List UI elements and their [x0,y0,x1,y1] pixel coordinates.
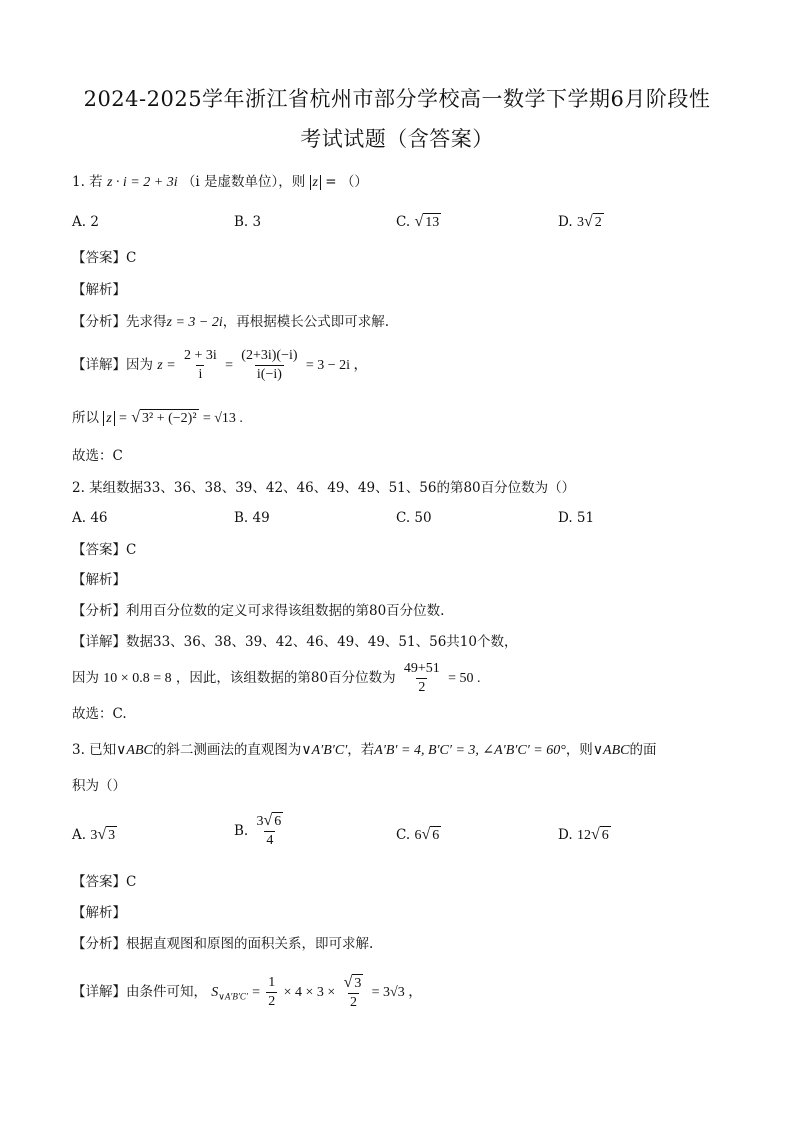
q2-calc: 因为 10 × 0.8 = 8 ，因此，该组数据的第80百分位数为 $\frac{49+51}{2}$ = 50 . [72,661,481,695]
q3-option-c: C. 6 √ 6 [396,826,440,843]
q2-analysis-label: 【解析】 [72,572,126,588]
q3-option-b: B. 3 √ 6 4 [234,812,282,848]
q2-option-a: A. 46 [72,510,108,526]
q2-detail: 【详解】数据33、36、38、39、42、46、49、49、51、56共10个数， [72,634,518,650]
q3-analysis-label: 【解析】 [72,905,126,921]
q1-option-c: C. √ 13 [396,213,440,230]
document-title-line2: 考试试题（含答案） [300,127,494,151]
q1-analysis-label: 【解析】 [72,282,126,298]
q1-option-d: D. 3 √ 2 [558,213,602,230]
q1-so: 所以 z = √ 3² + (−2)² = √13 . [72,409,243,426]
q2-option-d: D. 51 [558,510,595,526]
q1-answer: 【答案】C [72,250,137,266]
q1-detail: 【详解】因为 z = $\frac{2 + 3i}{i}$ = $\frac{(2+3i)(-i)}{i(-i)}$ = 3 − 2i ， [72,348,368,382]
q2-fenxi: 【分析】利用百分位数的定义可求得该组数据的第80百分位数. [72,603,445,619]
q2-answer: 【答案】C [72,542,137,558]
q1-stem: 1. 若 z · i = 2 + 3i （i 是虚数单位），则 z = （） [72,174,368,190]
q3-fenxi: 【分析】根据直观图和原图的面积关系，即可求解. [72,936,374,952]
q3-answer: 【答案】C [72,874,137,890]
q3-stem-line2: 积为（） [72,778,126,794]
q2-stem: 2. 某组数据33、36、38、39、42、46、49、49、51、56的第80百分位数为（） [72,480,576,496]
q1-option-b: B. 3 [234,214,262,230]
q1-option-a: A. 2 [72,214,99,230]
q3-option-a: A. 3 √ 3 [72,826,116,843]
q1-choose: 故选：C [72,448,123,464]
document-title-line1: 2024-2025学年浙江省杭州市部分学校高一数学下学期6月阶段性 [83,87,711,111]
q2-choose: 故选：C. [72,706,127,722]
q3-detail: 【详解】由条件可知， $S_{\vee A'B'C'}$ = $\frac{1}{2}$ × 4 × 3 × √ 3 2 = 3√3 ， [72,973,423,1010]
q1-fenxi: 【分析】先求得z = 3 − 2i，再根据模长公式即可求解. [72,314,390,330]
q2-option-c: C. 50 [396,510,432,526]
q2-option-b: B. 49 [234,510,270,526]
q3-stem: 3. 已知∨ABC的斜二测画法的直观图为∨A′B′C′，若A′B′ = 4, B′C′ = 3, ∠A′B′C′ = 60°，则∨ABC的面 [72,742,657,758]
q3-option-d: D. 12 √ 6 [558,826,609,843]
